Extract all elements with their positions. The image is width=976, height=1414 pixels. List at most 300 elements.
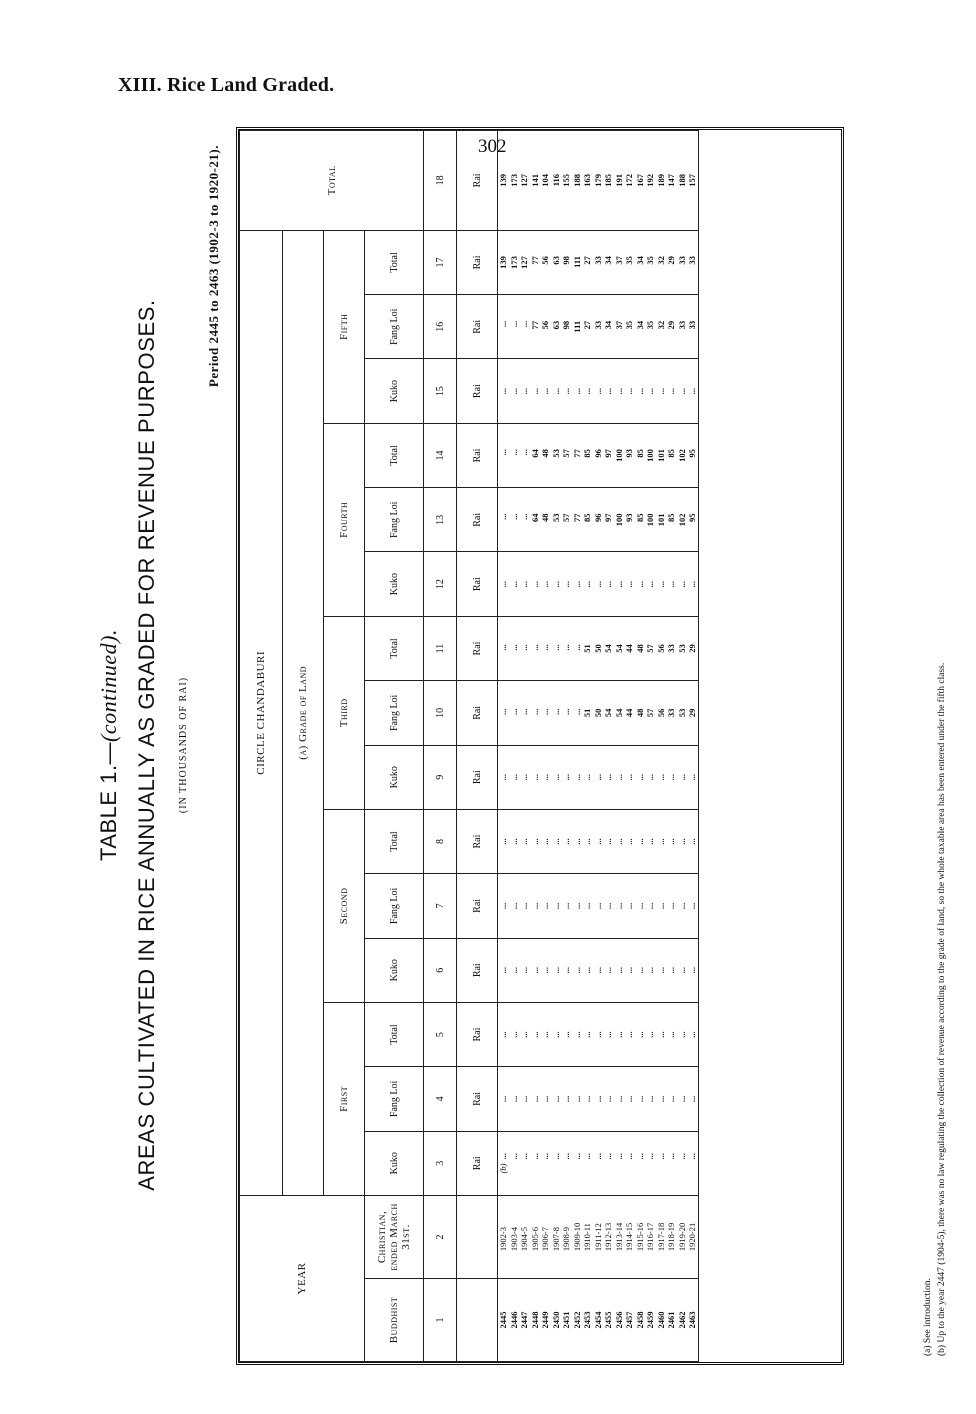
cell-value: 54 — [613, 708, 624, 718]
table-subtitle: AREAS CULTIVATED IN RICE ANNUALLY AS GRADED FOR REVENUE PURPOSES. — [134, 299, 159, 1191]
cell-value: ... — [592, 1153, 603, 1160]
cell-value: ... — [529, 644, 540, 651]
cell-value: 57 — [645, 708, 655, 718]
cell-value: 189 — [655, 174, 666, 187]
cell-value: 35 — [645, 320, 655, 330]
cell-value: 167 — [634, 174, 645, 187]
cell-value: ... — [603, 580, 613, 588]
cell-value: 33 — [592, 256, 603, 265]
cell-value: ... — [676, 774, 687, 781]
cell-value: 2451 — [561, 1311, 571, 1329]
christian-year-column — [498, 1195, 699, 1278]
cell-value: ... — [624, 1153, 634, 1160]
cell-value: 44 — [624, 708, 634, 718]
cell-value: ... — [550, 644, 561, 651]
cell-value: 96 — [592, 513, 603, 522]
cell-value: ... — [666, 902, 676, 910]
cell-value: 51 — [582, 708, 592, 718]
cell-value: ... — [655, 1153, 666, 1160]
unit-label: Rai — [457, 359, 498, 423]
cell-value: ... — [582, 580, 592, 588]
unit-label: Rai — [457, 552, 498, 616]
cell-value: ... — [540, 1153, 550, 1160]
first-kuko-column — [498, 1131, 699, 1195]
cell-value: 116 — [550, 174, 561, 187]
cell-value: 33 — [666, 708, 676, 718]
cell-value: ... — [676, 1031, 687, 1038]
cell-value: ... — [498, 644, 508, 651]
cell-value: ... — [571, 838, 582, 845]
cell-value: ... — [519, 1031, 529, 1038]
cell-value: ... — [676, 902, 687, 910]
cell-value: ... — [508, 644, 519, 651]
cell-value: 1917-18 — [655, 1222, 666, 1252]
cell-value: ... — [613, 1095, 624, 1103]
cell-value: ... — [655, 838, 666, 845]
cell-value: ... — [519, 449, 529, 456]
cell-value: ... — [519, 644, 529, 651]
cell-value: ... — [645, 387, 655, 395]
cell-value: 1903-4 — [508, 1227, 519, 1252]
cell-value: 2462 — [676, 1311, 687, 1329]
cell-value: 1913-14 — [613, 1222, 624, 1252]
grade-header: (a) Grade of Land — [283, 230, 324, 1195]
cell-value: ... — [676, 580, 687, 588]
cell-value: 48 — [634, 708, 645, 718]
unit-label: Rai — [457, 809, 498, 873]
unit-label: Rai — [457, 1002, 498, 1066]
cell-value: ... — [624, 838, 634, 845]
cell-value: ... — [582, 967, 592, 974]
rotated-table-page — [96, 125, 947, 1365]
cell-value: 173 — [508, 256, 519, 269]
cell-value: ... — [529, 902, 540, 910]
cell-value: ... — [508, 902, 519, 910]
cell-value: ... — [603, 1095, 613, 1103]
cell-value: ... — [550, 1031, 561, 1038]
cell-value: 29 — [666, 256, 676, 265]
cell-value: ... — [571, 1031, 582, 1038]
cell-value: ... — [634, 1095, 645, 1103]
cell-value: ... — [624, 1031, 634, 1038]
footnote-b: (b) Up to the year 2447 (1904-5), there was no law regulating the collection of revenue according to the grade of land, so the whole taxable area has been entered under the fifth class. — [937, 662, 947, 1356]
cell-value: 139 — [498, 256, 508, 269]
cell-value: 102 — [676, 449, 687, 462]
column-number-14: 14 — [424, 423, 457, 487]
cell-value: ... — [613, 902, 624, 910]
cell-value: 1918-19 — [666, 1222, 676, 1252]
cell-value: ... — [529, 838, 540, 845]
cell-value: ... — [687, 1095, 697, 1103]
cell-value: 2463 — [687, 1311, 697, 1329]
cell-value: 34 — [603, 320, 613, 330]
kuko-header: Kuko — [365, 359, 424, 423]
cell-value: ... — [550, 774, 561, 781]
cell-value: 1902-3 — [498, 1227, 508, 1252]
period-label: Period 2445 to 2463 (1902-3 to 1920-21). — [206, 145, 221, 388]
column-number-2: 2 — [424, 1195, 457, 1278]
cell-value: ... — [508, 513, 519, 520]
cell-value: 1908-9 — [561, 1227, 571, 1252]
cell-value: 96 — [592, 449, 603, 458]
cell-value: 102 — [676, 513, 687, 527]
cell-value: 93 — [624, 449, 634, 458]
cell-value: ... — [540, 644, 550, 651]
cell-value: 48 — [634, 644, 645, 653]
fourth-grade-header: Fourth — [324, 423, 365, 616]
cell-value: 2456 — [613, 1311, 624, 1329]
cell-value: ... — [582, 1031, 592, 1038]
cell-value: 179 — [592, 174, 603, 187]
subtotal-header: Total — [365, 809, 424, 873]
table-frame — [236, 127, 947, 1365]
cell-value: 50 — [592, 644, 603, 653]
cell-value: ... — [508, 1031, 519, 1038]
cell-value: ... — [519, 967, 529, 974]
cell-value: ... — [645, 967, 655, 974]
cell-value: 101 — [655, 449, 666, 462]
cell-value: 35 — [645, 256, 655, 265]
cell-value: 104 — [540, 174, 550, 187]
column-number-9: 9 — [424, 745, 457, 809]
cell-value: ... — [603, 1031, 613, 1038]
cell-value: ... — [676, 1095, 687, 1103]
unit-label — [457, 1278, 498, 1361]
cell-value: ... — [624, 902, 634, 910]
cell-value: ... — [498, 320, 508, 328]
cell-value: 85 — [666, 449, 676, 458]
cell-value: ... — [508, 708, 519, 715]
cell-value: 27 — [582, 256, 592, 265]
cell-value: ... — [603, 1153, 613, 1160]
cell-value: ... — [540, 387, 550, 395]
cell-value: ... — [582, 838, 592, 845]
cell-value: 188 — [676, 174, 687, 187]
buddhist-year-column — [498, 1278, 699, 1361]
cell-value: ... — [582, 387, 592, 395]
cell-value: 64 — [529, 513, 540, 522]
cell-value: 34 — [603, 256, 613, 265]
cell-value: 185 — [603, 174, 613, 187]
cell-value: 34 — [634, 320, 645, 330]
cell-value: ... — [687, 967, 697, 974]
unit-label: Rai — [457, 295, 498, 359]
cell-value: 147 — [666, 174, 676, 187]
cell-value: 27 — [582, 320, 592, 330]
cell-value: 77 — [529, 256, 540, 265]
cell-value: ... — [592, 967, 603, 974]
cell-value: ... — [498, 580, 508, 588]
unit-label: Rai — [457, 938, 498, 1002]
cell-value: ... — [529, 580, 540, 588]
cell-value: 111 — [571, 320, 582, 333]
cell-value: ... — [634, 1031, 645, 1038]
second-total-column — [498, 809, 699, 873]
cell-value: ... — [666, 1153, 676, 1160]
unit-row — [457, 131, 498, 1362]
third-fang-loi-column — [498, 681, 699, 745]
cell-value: ... — [613, 838, 624, 845]
cell-value: ... — [666, 1095, 676, 1103]
cell-value: ... — [498, 774, 508, 781]
column-number-1: 1 — [424, 1278, 457, 1361]
cell-value: ... — [603, 774, 613, 781]
cell-value: ... — [498, 838, 508, 845]
cell-value: 2460 — [655, 1311, 666, 1329]
cell-value: 95 — [687, 513, 697, 522]
grand-total-column — [498, 131, 699, 231]
cell-value: ... — [529, 387, 540, 395]
cell-value: 35 — [624, 320, 634, 330]
cell-value: ... — [561, 708, 571, 715]
year-header: YEAR — [240, 1195, 365, 1361]
cell-value: ... — [508, 387, 519, 395]
cell-value: ... — [582, 1095, 592, 1103]
cell-value: ... — [582, 1153, 592, 1160]
cell-value: ... — [655, 774, 666, 781]
column-number-4: 4 — [424, 1067, 457, 1131]
cell-value: ... — [498, 387, 508, 395]
cell-value: ... — [645, 1153, 655, 1160]
cell-value: 33 — [687, 320, 697, 330]
cell-value: 48 — [540, 513, 550, 522]
cell-value: ... — [571, 774, 582, 781]
cell-value: ... — [634, 967, 645, 974]
cell-value: ... — [508, 580, 519, 588]
cell-value: 29 — [687, 644, 697, 653]
cell-value: ... — [561, 1153, 571, 1160]
cell-value: 100 — [613, 449, 624, 462]
cell-value: ... — [571, 708, 582, 715]
cell-value: 77 — [571, 513, 582, 522]
cell-value: ... — [634, 580, 645, 588]
cell-value: ... — [687, 1153, 697, 1160]
column-number-6: 6 — [424, 938, 457, 1002]
cell-value: ... — [582, 774, 592, 781]
cell-value: 2458 — [634, 1311, 645, 1329]
cell-value: ... — [550, 967, 561, 974]
data-values-row — [498, 131, 699, 1362]
cell-value: ... — [540, 838, 550, 845]
column-number-7: 7 — [424, 874, 457, 938]
cell-value: ... — [592, 580, 603, 588]
cell-value: ... — [666, 580, 676, 588]
cell-value: 1905-6 — [529, 1227, 540, 1252]
cell-value: ... — [550, 387, 561, 395]
cell-value: ... — [508, 967, 519, 974]
cell-value: ... — [550, 1153, 561, 1160]
cell-value: ... — [645, 902, 655, 910]
fifth-fang-loi-column — [498, 295, 699, 359]
cell-value: ... — [508, 320, 519, 328]
cell-value: 2461 — [666, 1311, 676, 1329]
cell-value: ... — [624, 1095, 634, 1103]
cell-value: 2449 — [540, 1311, 550, 1329]
column-number-13: 13 — [424, 488, 457, 552]
cell-value: 33 — [676, 256, 687, 265]
units-note: (IN THOUSANDS OF RAI) — [178, 676, 189, 814]
cell-value: ... — [508, 774, 519, 781]
cell-value: ... — [561, 967, 571, 974]
cell-value: ... — [655, 967, 666, 974]
christian-header: Christian, ended March 31st. — [365, 1195, 424, 1278]
cell-value: ... — [634, 902, 645, 910]
cell-value: 33 — [687, 256, 697, 265]
cell-value: 51 — [582, 644, 592, 653]
cell-value: 2455 — [603, 1311, 613, 1329]
cell-value: 33 — [676, 320, 687, 330]
cell-value: ... — [540, 902, 550, 910]
cell-value: 191 — [613, 174, 624, 187]
third-kuko-column — [498, 745, 699, 809]
cell-value: 172 — [624, 174, 634, 187]
cell-value: ... — [613, 1031, 624, 1038]
column-number-18: 18 — [424, 131, 457, 231]
third-total-column — [498, 616, 699, 680]
cell-value: ... — [666, 1031, 676, 1038]
cell-value: 85 — [582, 513, 592, 522]
cell-value: ... — [561, 580, 571, 588]
cell-value: 37 — [613, 320, 624, 330]
unit-label: Rai — [457, 745, 498, 809]
column-number-12: 12 — [424, 552, 457, 616]
cell-value: ... — [561, 1095, 571, 1103]
cell-value: ... — [676, 967, 687, 974]
column-number-row — [424, 131, 457, 1362]
cell-value: 2450 — [550, 1311, 561, 1329]
column-number-3: 3 — [424, 1131, 457, 1195]
cell-value: 101 — [655, 513, 666, 527]
cell-value: ... — [498, 708, 508, 715]
page-number: 302 — [478, 136, 507, 157]
cell-value: ... — [561, 902, 571, 910]
cell-value: ... — [624, 967, 634, 974]
cell-value: ... — [666, 838, 676, 845]
cell-value: ... — [634, 387, 645, 395]
cell-value: ... — [561, 387, 571, 395]
column-number-5: 5 — [424, 1002, 457, 1066]
cell-value: 53 — [676, 708, 687, 718]
subtotal-header: Total — [365, 616, 424, 680]
cell-value: 35 — [624, 256, 634, 265]
cell-value: ... — [613, 774, 624, 781]
cell-value: 1910-11 — [582, 1223, 592, 1252]
cell-value: ... — [498, 902, 508, 910]
unit-label: Rai — [457, 230, 498, 294]
cell-value: 32 — [655, 320, 666, 330]
cell-value: ... — [519, 387, 529, 395]
circle-header: CIRCLE CHANDABURI — [240, 230, 283, 1195]
cell-value: ... — [498, 449, 508, 456]
table-title: TABLE 1.—(continued). — [96, 629, 121, 861]
cell-value: 1904-5 — [519, 1227, 529, 1252]
cell-value: 37 — [613, 256, 624, 265]
cell-value: ... — [529, 774, 540, 781]
cell-value: ... — [645, 580, 655, 588]
cell-value: ... — [561, 774, 571, 781]
cell-value: 56 — [540, 256, 550, 265]
cell-value: ... — [508, 838, 519, 845]
cell-value: ... — [519, 1153, 529, 1160]
column-number-11: 11 — [424, 616, 457, 680]
cell-value: 54 — [603, 708, 613, 718]
cell-value: ... — [508, 449, 519, 456]
cell-value: 2459 — [645, 1311, 655, 1329]
cell-value: ... — [561, 1031, 571, 1038]
second-kuko-column — [498, 938, 699, 1002]
unit-label: Rai — [457, 681, 498, 745]
cell-value: 188 — [571, 174, 582, 187]
cell-value: ... — [529, 1095, 540, 1103]
cell-value: ... — [687, 1031, 697, 1038]
cell-value: ... — [519, 708, 529, 715]
cell-value: ... — [571, 644, 582, 651]
cell-value: ... — [645, 838, 655, 845]
cell-value: ... — [571, 580, 582, 588]
kuko-header: Kuko — [365, 552, 424, 616]
cell-value: ... — [592, 774, 603, 781]
cell-value: ... — [613, 967, 624, 974]
cell-value: ... — [550, 708, 561, 715]
subtotal-header: Total — [365, 1002, 424, 1066]
cell-value: ... — [571, 387, 582, 395]
cell-value: ... — [571, 967, 582, 974]
cell-value: 2453 — [582, 1311, 592, 1329]
cell-value: 111 — [571, 256, 582, 268]
cell-value: 100 — [613, 513, 624, 527]
cell-value: ... — [634, 838, 645, 845]
cell-value: ... — [529, 1153, 540, 1160]
second-grade-header: Second — [324, 809, 365, 1002]
cell-value: 29 — [687, 708, 697, 718]
third-grade-header: Third — [324, 616, 365, 809]
first-total-column — [498, 1002, 699, 1066]
cell-value: ... — [540, 580, 550, 588]
column-number-8: 8 — [424, 809, 457, 873]
cell-value: ... — [624, 387, 634, 395]
cell-value: 54 — [603, 644, 613, 653]
cell-value: ... — [603, 838, 613, 845]
buddhist-header: Buddhist — [365, 1278, 424, 1361]
cell-value: ... — [519, 1095, 529, 1103]
cell-value: ... — [645, 1031, 655, 1038]
cell-value: 85 — [582, 449, 592, 458]
cell-value: ... — [655, 1095, 666, 1103]
cell-value: ... — [519, 902, 529, 910]
cell-value: 2454 — [592, 1311, 603, 1329]
cell-value: ... — [550, 580, 561, 588]
cell-value: ... — [592, 1031, 603, 1038]
unit-label: Rai — [457, 616, 498, 680]
second-fang-loi-column — [498, 874, 699, 938]
cell-value: 44 — [624, 644, 634, 653]
cell-value: 97 — [603, 449, 613, 458]
cell-value: ... — [624, 774, 634, 781]
fourth-total-column — [498, 423, 699, 487]
cell-value: 98 — [561, 320, 571, 330]
cell-value: ... — [666, 967, 676, 974]
cell-value: 1916-17 — [645, 1222, 655, 1252]
cell-value: 77 — [571, 449, 582, 458]
cell-value: 63 — [550, 320, 561, 330]
unit-label: Rai — [457, 1067, 498, 1131]
cell-value: ... — [655, 1031, 666, 1038]
cell-value: ... — [519, 838, 529, 845]
cell-value: 157 — [687, 174, 697, 187]
cell-value: ... — [550, 902, 561, 910]
cell-value: ... — [676, 1153, 687, 1160]
cell-value: 1906-7 — [540, 1227, 550, 1252]
